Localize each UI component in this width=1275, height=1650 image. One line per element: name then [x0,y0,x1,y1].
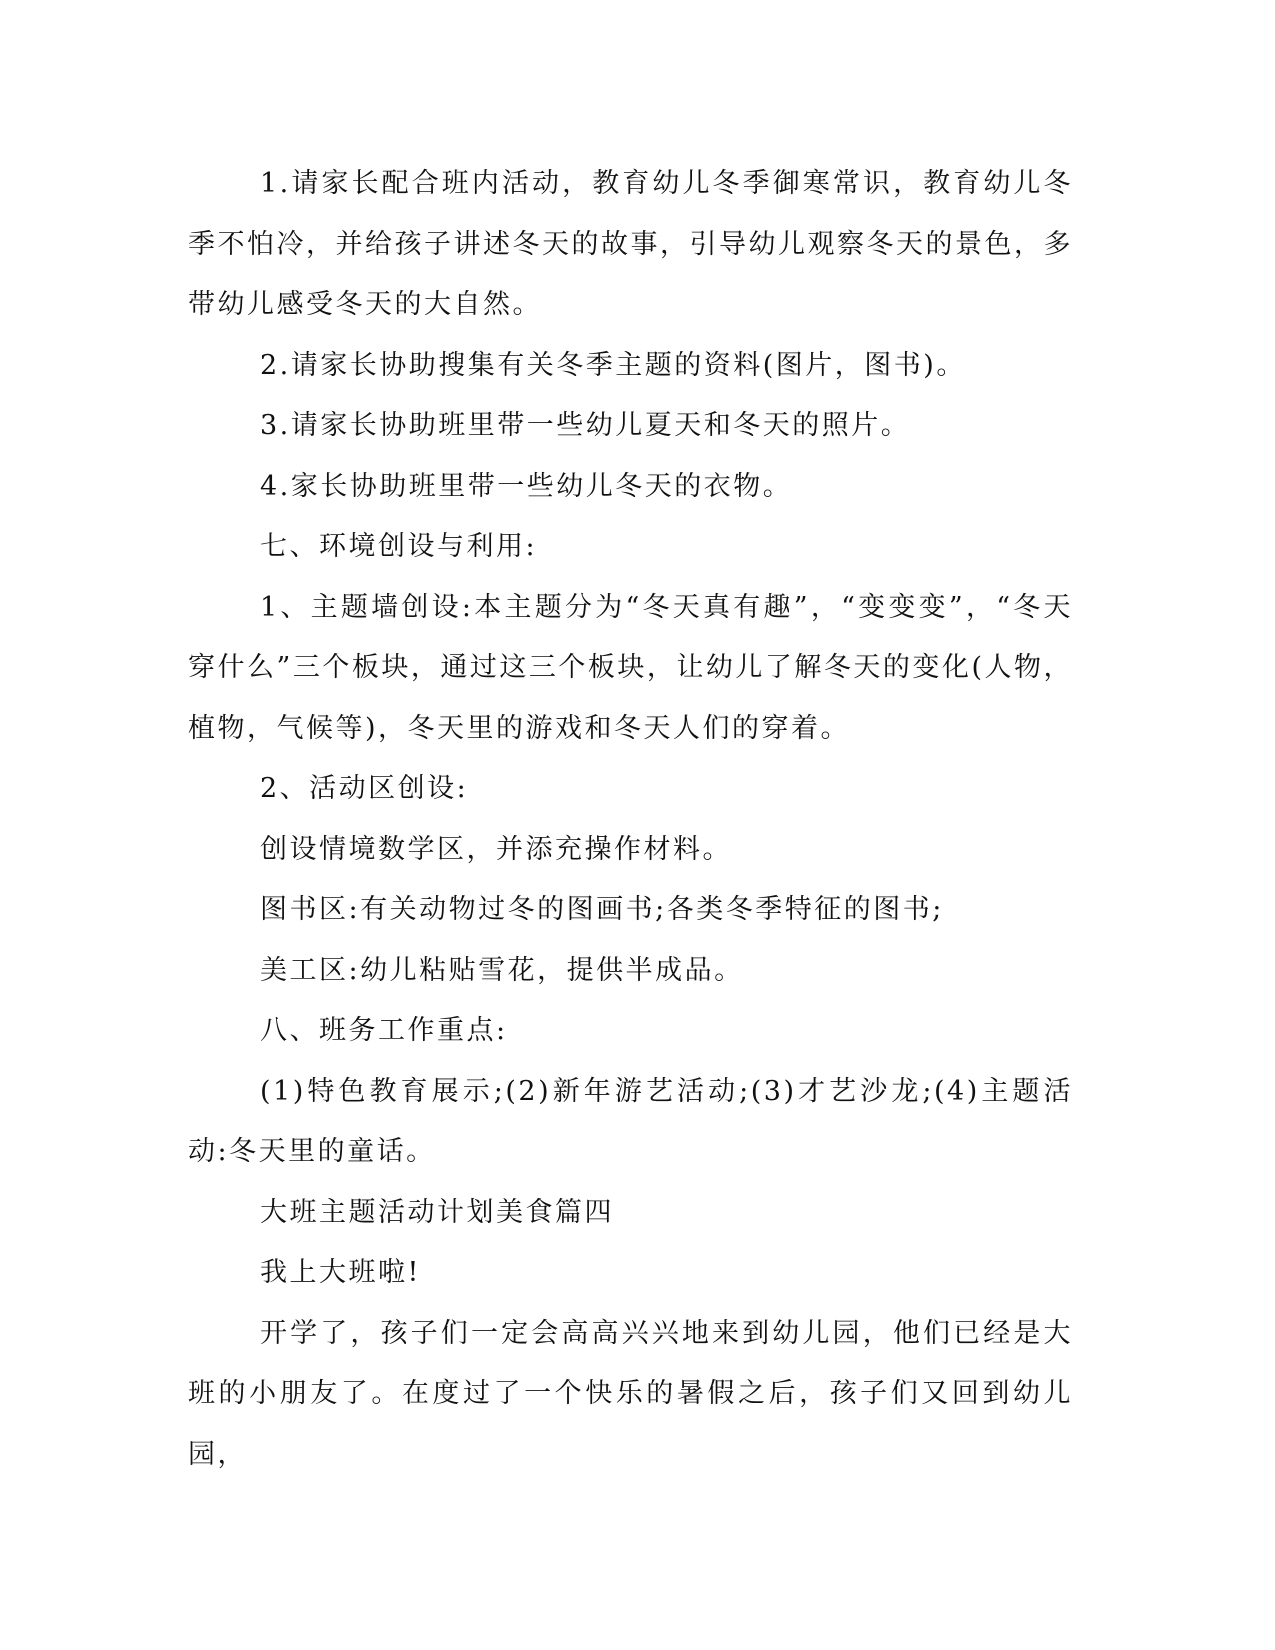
paragraph-activity-area-heading: 2、活动区创设: [260,773,469,804]
document-body [188,154,1073,1485]
article-subtitle: 我上大班啦! [260,1257,421,1288]
paragraph-parent-cooperation-4: 4.家长协助班里带一些幼儿冬天的衣物。 [260,470,793,502]
section-heading-class-work: 八、班务工作重点: [260,1015,508,1046]
paragraph-book-area: 图书区:有关动物过冬的图画书;各类冬季特征的图书; [260,894,944,925]
paragraph-parent-cooperation-2: 2.请家长协助搜集有关冬季主题的资料(图片，图书)。 [260,349,966,381]
article-title-part-four: 大班主题活动计划美食篇四 [260,1196,614,1228]
paragraph-parent-cooperation-3: 3.请家长协助班里带一些幼儿夏天和冬天的照片。 [260,410,911,441]
paragraph-class-work-items: (1)特色教育展示;(2)新年游艺活动;(3)才艺沙龙;(4)主题活动:冬天里的童话。 [188,1075,1073,1167]
paragraph-theme-wall: 1、主题墙创设:本主题分为“冬天真有趣”，“变变变”，“冬天穿什么”三个板块，通过这三个板块，让幼儿了解冬天的变化(人物，植物，气候等)，冬天里的游戏和冬天人们的穿着。 [188,591,1073,744]
paragraph-parent-cooperation-1: 1.请家长配合班内活动，教育幼儿冬季御寒常识，教育幼儿冬季不怕冷，并给孩子讲述冬天的故事，引导幼儿观察冬天的景色，多带幼儿感受冬天的大自然。 [188,168,1073,320]
paragraph-math-area: 创设情境数学区，并添充操作材料。 [260,833,732,865]
paragraph-intro: 开学了，孩子们一定会高高兴兴地来到幼儿园，他们已经是大班的小朋友了。在度过了一个快乐的暑假之后，孩子们又回到幼儿园， [188,1317,1073,1470]
section-heading-environment: 七、环境创设与利用: [260,531,538,562]
paragraph-art-area: 美工区:幼儿粘贴雪花，提供半成品。 [260,954,744,986]
